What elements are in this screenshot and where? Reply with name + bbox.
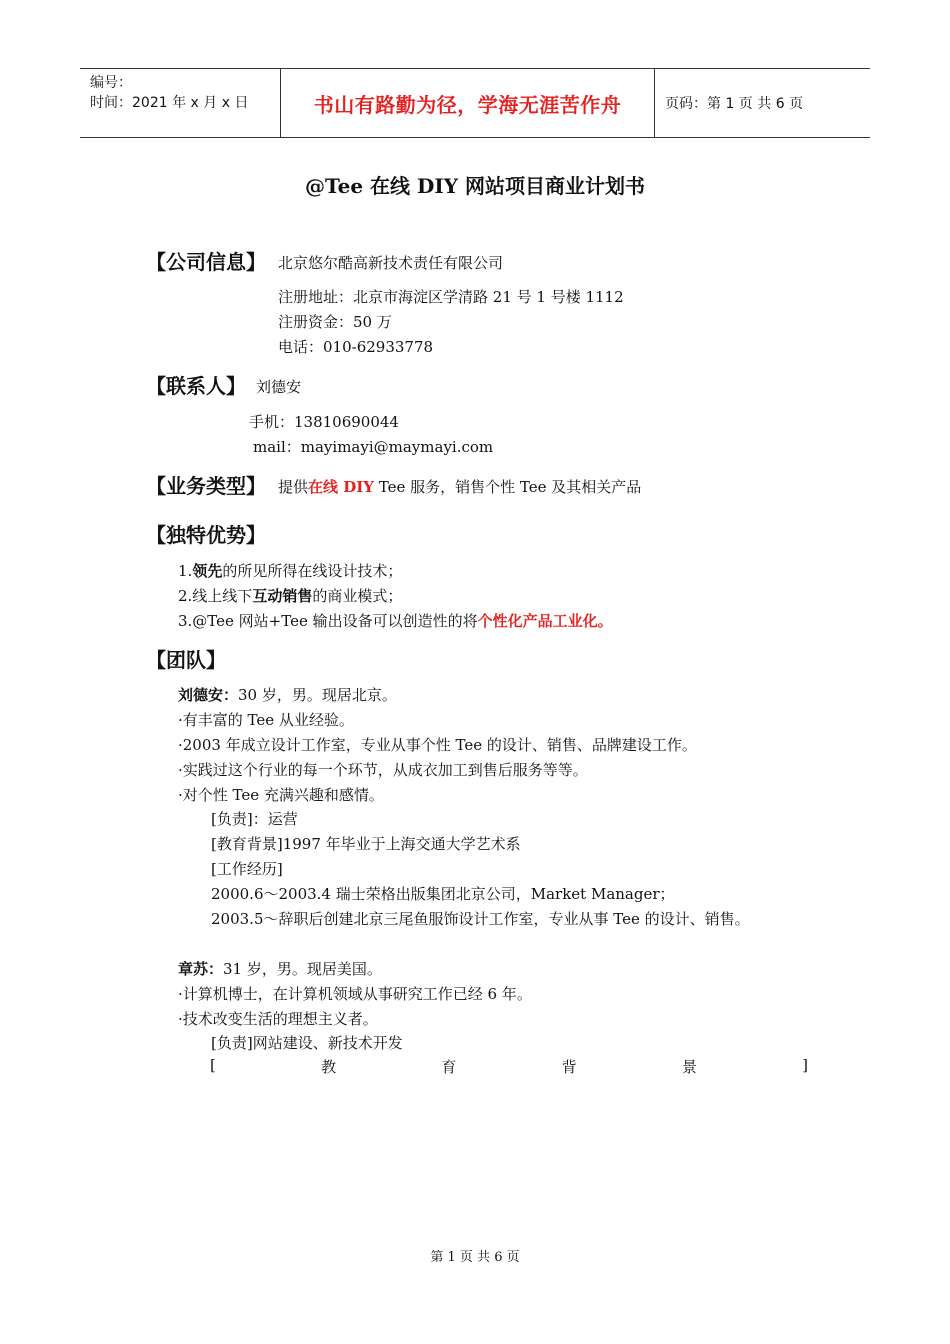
header-time: 时间：2021 年 x 月 x 日 [90,95,249,111]
section-team-heading: 【团队】 [146,648,226,672]
contact-name: 刘德安 [256,378,302,396]
company-capital: 注册资金：50 万 [278,313,392,331]
member2-duty: [负责]网站建设、新技术开发 [211,1034,403,1052]
member1-intro-text: 30 岁，男。现居北京。 [238,686,397,704]
edu-char: ] [802,1056,808,1074]
advantage-item-1 [178,560,402,581]
section-company-heading: 【公司信息】 [146,250,266,274]
header-number: 编号： [90,75,132,91]
business-pre: 提供 [278,478,309,496]
advantage-1-post: 的所见所得在线设计技术； [222,562,403,580]
contact-mobile: 手机：13810690044 [249,413,399,431]
advantage-2-post: 的商业模式； [312,587,403,605]
header-meta [80,69,281,137]
section-business-heading: 【业务类型】 [146,474,266,498]
member1-line: ·实践过这个行业的每一个环节，从成衣加工到售后服务等等。 [178,761,588,779]
header-motto: 书山有路勤为径，学海无涯苦作舟 [281,69,655,137]
member2-line: ·计算机博士，在计算机领域从事研究工作已经 6 年。 [178,985,532,1003]
edu-char: 背 [561,1058,577,1076]
advantage-2-pre: 2.线上线下 [178,587,253,605]
member1-intro [178,684,397,705]
document-title: @Tee 在线 DIY 网站项目商业计划书 [305,174,645,198]
member1-detail: [负责]：运营 [211,810,298,828]
advantage-item-2 [178,585,402,606]
edu-char: 景 [681,1058,697,1076]
company-phone: 电话：010-62933778 [278,338,434,356]
advantage-3-highlight: 个性化产品工业化。 [477,612,613,630]
member2-name: 章苏： [178,960,224,978]
page-header [80,68,870,138]
member2-intro [178,958,382,979]
edu-char: 教 [321,1058,337,1076]
member1-name: 刘德安： [178,686,239,704]
member2-education-line [210,1056,808,1077]
advantage-3-pre: 3.@Tee 网站+Tee 输出设备可以创造性的将 [178,612,478,630]
edu-char: [ [210,1056,216,1074]
section-contact-heading: 【联系人】 [146,374,246,398]
member1-line: ·有丰富的 Tee 从业经验。 [178,711,354,729]
header-page-number: 页码：第 1 页 共 6 页 [665,96,804,112]
business-highlight: 在线 DIY [308,478,374,496]
advantage-1-pre: 1. [178,562,193,580]
member1-detail: [教育背景]1997 年毕业于上海交通大学艺术系 [211,835,521,853]
page-footer: 第 1 页 共 6 页 [430,1250,520,1265]
advantage-item-3 [178,610,613,631]
contact-mail: mail：mayimayi@maymayi.com [253,438,494,456]
business-description [278,476,641,497]
member2-line: ·技术改变生活的理想主义者。 [178,1010,378,1028]
member1-detail: 2003.5～辞职后创建北京三尾鱼服饰设计工作室，专业从事 Tee 的设计、销售。 [211,910,750,928]
business-post: Tee 服务，销售个性 Tee 及其相关产品 [373,478,642,496]
member2-intro-text: 31 岁，男。现居美国。 [223,960,382,978]
member1-line: ·对个性 Tee 充满兴趣和感情。 [178,786,384,804]
advantage-2-bold: 互动销售 [252,587,313,605]
advantage-1-bold: 领先 [192,562,223,580]
member1-line: ·2003 年成立设计工作室，专业从事个性 Tee 的设计、销售、品牌建设工作。 [178,736,697,754]
edu-char: 育 [441,1058,457,1076]
member1-detail: 2000.6～2003.4 瑞士荣格出版集团北京公司，Market Manager； [211,885,675,903]
section-advantages-heading: 【独特优势】 [146,523,266,547]
company-address: 注册地址：北京市海淀区学清路 21 号 1 号楼 1112 [278,288,624,306]
company-name: 北京悠尔酷高新技术责任有限公司 [278,254,504,272]
member1-detail: [工作经历] [211,860,283,878]
